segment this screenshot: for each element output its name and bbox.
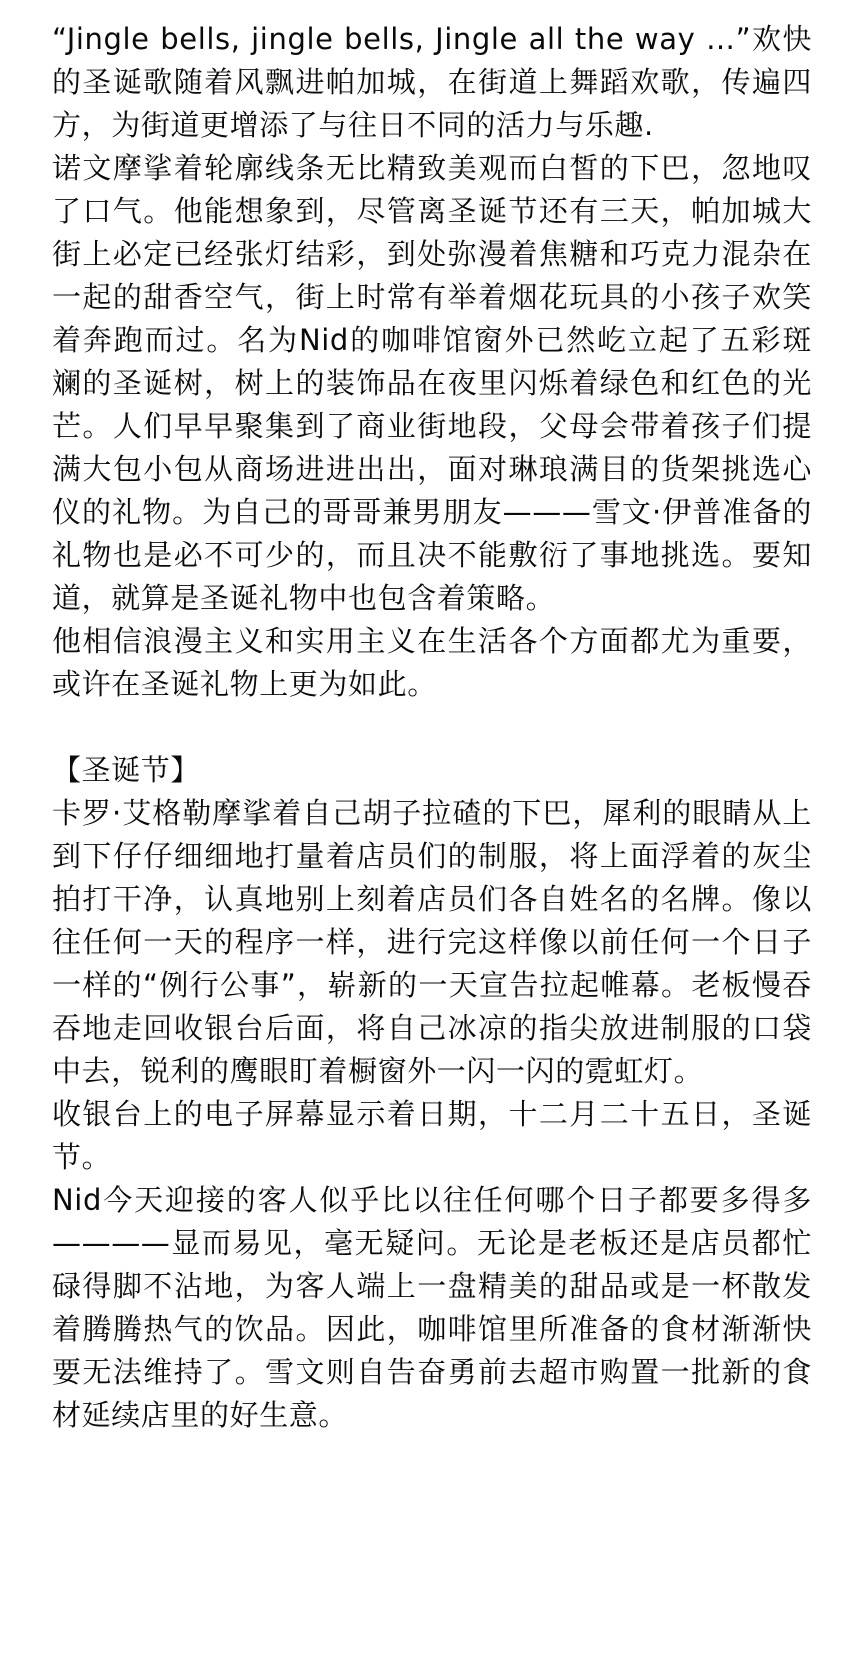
section-spacer: [52, 706, 812, 749]
paragraph-busy-cafe: Nid今天迎接的客人似乎比以往任何哪个日子都要多得多————显而易见，毫无疑问。无论是老板还是店员都忙碌得脚不沾地，为客人端上一盘精美的甜品或是一杯散发着腾腾热气的饮品。因此，咖啡馆里所准备的食材渐渐快要无法维持了。雪文则自告奋勇前去超市购置一批新的食材延续店里的好生意。: [52, 1183, 812, 1432]
paragraph-romanticism: 他相信浪漫主义和实用主义在生活各个方面都尤为重要，或许在圣诞礼物上更为如此。: [52, 624, 812, 701]
section-heading-christmas: 【圣诞节】: [52, 753, 201, 787]
paragraph-jingle-bells: “Jingle bells, jingle bells, Jingle all the way …”欢快的圣诞歌随着风飘进帕加城，在街道上舞蹈欢歌，传遍四方，为街道更增添了与往日不同的活力与乐趣.: [52, 22, 812, 142]
document-page: [52, 18, 812, 1437]
paragraph-cashier-date: 收银台上的电子屏幕显示着日期，十二月二十五日，圣诞节。: [52, 1097, 812, 1174]
paragraph-carlo-inspects: 卡罗·艾格勒摩挲着自己胡子拉碴的下巴，犀利的眼睛从上到下仔仔细细地打量着店员们的制服，将上面浮着的灰尘拍打干净，认真地别上刻着店员们各自姓名的名牌。像以往任何一天的程序一样，进行完这样像以前任何一个日子一样的“例行公事”，崭新的一天宣告拉起帷幕。老板慢吞吞地走回收银台后面，将自己冰凉的指尖放进制服的口袋中去，锐利的鹰眼盯着橱窗外一闪一闪的霓虹灯。: [52, 796, 812, 1088]
paragraph-novan-imagines: 诺文摩挲着轮廓线条无比精致美观而白皙的下巴，忽地叹了口气。他能想象到，尽管离圣诞节还有三天，帕加城大街上必定已经张灯结彩，到处弥漫着焦糖和巧克力混杂在一起的甜香空气，街上时常有举着烟花玩具的小孩子欢笑着奔跑而过。名为Nid的咖啡馆窗外已然屹立起了五彩斑斓的圣诞树，树上的装饰品在夜里闪烁着绿色和红色的光芒。人们早早聚集到了商业街地段，父母会带着孩子们提满大包小包从商场进进出出，面对琳琅满目的货架挑选心仪的礼物。为自己的哥哥兼男朋友———雪文·伊普准备的礼物也是必不可少的，而且决不能敷衍了事地挑选。要知道，就算是圣诞礼物中也包含着策略。: [52, 151, 812, 615]
